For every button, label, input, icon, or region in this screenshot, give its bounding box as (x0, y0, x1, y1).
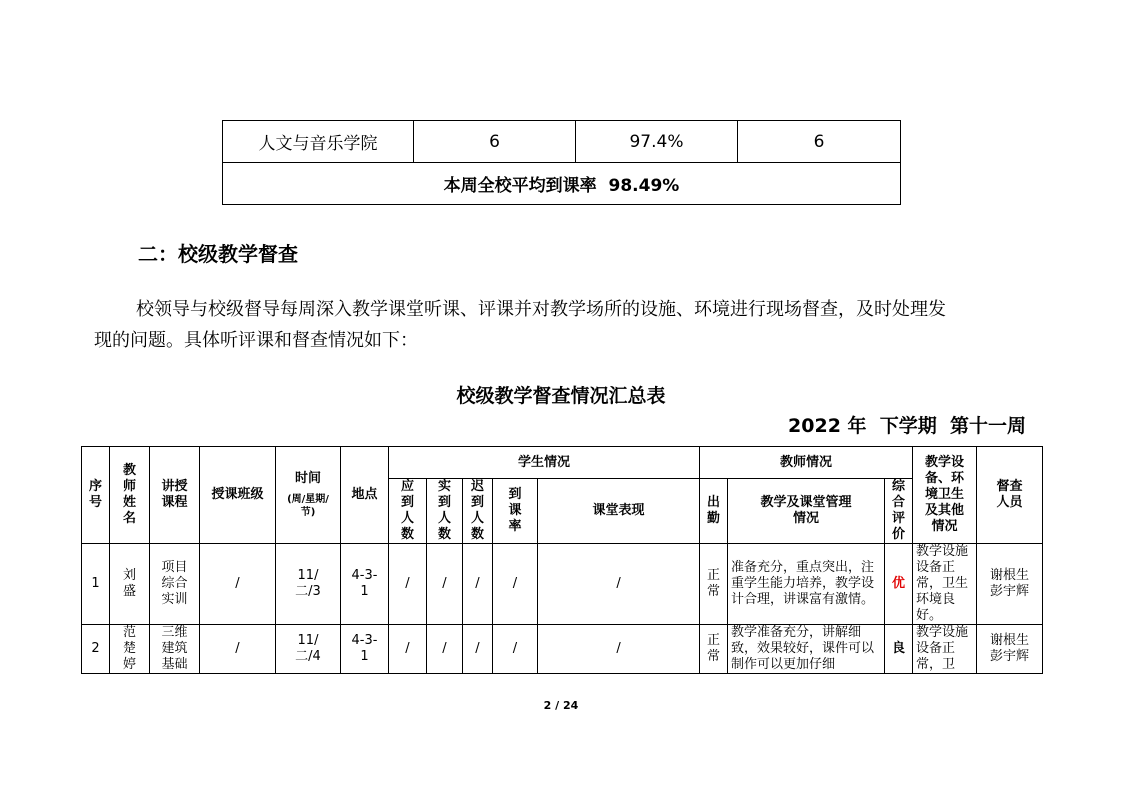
table-row (82, 625, 1043, 674)
header-performance: 课堂表现 (538, 479, 700, 544)
table-row (223, 121, 901, 163)
header-time-sub: (周/星期/节) (287, 494, 329, 518)
header-late: 迟到人数 (463, 479, 493, 544)
row-late: / (463, 625, 493, 674)
row-teaching-mgmt: 教学准备充分，讲解细致，效果较好，课件可以制作可以更加仔细 (728, 625, 885, 674)
school-average-rate: 本周全校平均到课率 98.49% (223, 163, 901, 205)
row-late: / (463, 544, 493, 625)
row-teacher-name: 刘盛 (110, 544, 150, 625)
header-teacher-group: 教师情况 (700, 447, 913, 479)
row-inspectors: 谢根生彭宇辉 (977, 544, 1043, 625)
paragraph-line: 校领导与校级督导每周深入教学课堂听课、评课并对教学场所的设施、环境进行现场督查，及时处理发 (136, 299, 946, 320)
header-place: 地点 (341, 447, 389, 544)
header-course: 讲授课程 (150, 447, 200, 544)
header-class: 授课班级 (200, 447, 276, 544)
cell-value: 6 (738, 121, 901, 163)
table-title: 校级教学督查情况汇总表 (456, 385, 666, 407)
header-actual-attend: 实到人数 (427, 479, 463, 544)
college-name: 人文与音乐学院 (223, 121, 414, 163)
header-teacher-name: 教师姓名 (110, 447, 150, 544)
row-course: 三维建筑基础 (150, 625, 200, 674)
row-attendance: 正常 (700, 625, 728, 674)
header-student-group: 学生情况 (389, 447, 700, 479)
header-teaching-mgmt: 教学及课堂管理情况 (728, 479, 885, 544)
row-time: 11/二/3 (276, 544, 341, 625)
row-place: 4-3-1 (341, 625, 389, 674)
attendance-summary-table (222, 120, 901, 205)
section-heading: 二：校级教学督查 (138, 242, 298, 266)
row-course: 项目综合实训 (150, 544, 200, 625)
row-time: 11/二/4 (276, 625, 341, 674)
header-should-attend: 应到人数 (389, 479, 427, 544)
row-class: / (200, 625, 276, 674)
table-row (82, 544, 1043, 625)
header-rate: 到课率 (493, 479, 538, 544)
row-performance: / (538, 625, 700, 674)
page-number: 2 / 24 (543, 699, 579, 712)
term-label: 2022 年 下学期 第十一周 (788, 415, 1026, 437)
header-facilities: 教学设备、环境卫生及其他情况 (913, 447, 977, 544)
header-row (82, 447, 1043, 479)
cell-value: 6 (414, 121, 576, 163)
header-time (276, 447, 341, 544)
header-time-label: 时间 (294, 471, 321, 486)
row-rate: / (493, 625, 538, 674)
table-row (223, 163, 901, 205)
header-overall: 综合评价 (885, 479, 913, 544)
attendance-rate: 97.4% (576, 121, 738, 163)
row-grade: 良 (885, 625, 913, 674)
paragraph-line: 现的问题。具体听评课和督查情况如下： (94, 330, 418, 351)
header-seq: 序号 (82, 447, 110, 544)
row-actual-attend: / (427, 625, 463, 674)
row-facilities: 教学设施设备正常，卫 (913, 625, 977, 674)
row-performance: / (538, 544, 700, 625)
row-grade: 优 (885, 544, 913, 625)
row-should-attend: / (389, 544, 427, 625)
inspection-table (81, 446, 1043, 674)
row-seq: 2 (82, 625, 110, 674)
row-teacher-name: 范楚婷 (110, 625, 150, 674)
header-inspector: 督查人员 (977, 447, 1043, 544)
row-inspectors: 谢根生彭宇辉 (977, 625, 1043, 674)
header-attendance: 出勤 (700, 479, 728, 544)
row-seq: 1 (82, 544, 110, 625)
row-should-attend: / (389, 625, 427, 674)
row-rate: / (493, 544, 538, 625)
row-facilities: 教学设施设备正常，卫生环境良好。 (913, 544, 977, 625)
row-place: 4-3-1 (341, 544, 389, 625)
row-attendance: 正常 (700, 544, 728, 625)
row-actual-attend: / (427, 544, 463, 625)
row-class: / (200, 544, 276, 625)
row-teaching-mgmt: 准备充分，重点突出，注重学生能力培养，教学设计合理，讲课富有激情。 (728, 544, 885, 625)
